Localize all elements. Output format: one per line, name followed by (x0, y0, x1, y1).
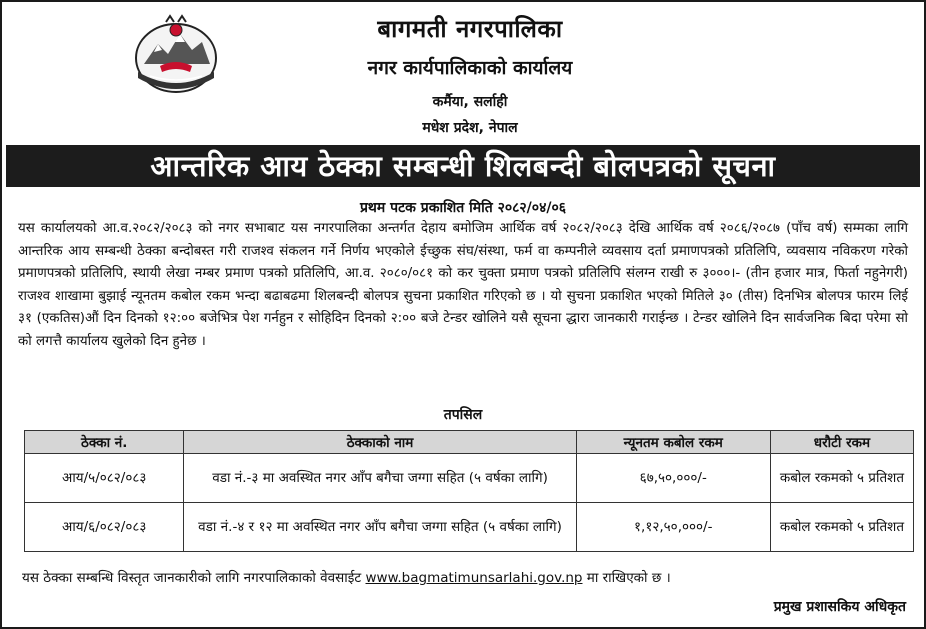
header-min-bid: न्यूनतम कबोल रकम (576, 431, 770, 454)
signatory: प्रमुख प्रशासकिय अधिकृत (773, 599, 906, 615)
publish-date-line: प्रथम पटक प्रकाशित मिति २०८२/०४/०६ (359, 200, 567, 216)
footer-suffix: मा राखिएको छ । (586, 570, 671, 586)
footer-info (22, 568, 671, 586)
table-row (25, 454, 914, 503)
cell-deposit: कबोल रकमको ५ प्रतिशत (770, 454, 913, 503)
municipality-name: बागमती नगरपालिका (377, 15, 563, 43)
cell-deposit: कबोल रकमको ५ प्रतिशत (770, 503, 913, 552)
cell-contract-no: आय/६/०८२/०८३ (25, 503, 184, 552)
notice-body-text: यस कार्यालयको आ.व.२०८२/२०८३ को नगर सभाबाट यस नगरपालिका अन्तर्गत देहाय बमोजिम आर्थिक वर्ष २०८२/२०८३ देखि आर्थिक वर्ष २०८६/२०८७ (पाँच वर्ष) सम्मका लागि आन्तरिक आय सम्बन्धी ठेक्का बन्दोबस्त गरी राजश्व संकलन गर्ने निर्णय भएकोले ईच्छुक संघ/संस्था, फर्म वा कम्पनीले व्यवसाय दर्ता प्रमाणपत्रको प्रतिलिपि, व्यवसाय नविकरण गरेको प्रमाणपत्रको प्रतिलिपि, स्थायी लेखा नम्बर प्रमाण पत्रको प्रतिलिपि, आ.व. २०८०/०८१ को कर चुक्ता प्रमाण पत्रको प्रतिलिपि संलग्न राखी रु ३०००।- (तीन हजार मात्र, फिर्ता नहुनेगरी) राजश्व शाखामा बुझाई न्यूनतम कबोल रकम भन्दा बढाबढमा शिलबन्दी बोलपत्र सुचना प्रकाशित गरिएको छ । यो सुचना प्रकाशित भएको मितिले ३० (तीस) दिनभित्र बोलपत्र फारम लिई ३१ (एकतिस)औं दिन दिनको १२:०० बजेभित्र पेश गर्नहुन र सोहिदिन दिनको २:०० बजे टेन्डर खोलिने यसै सूचना द्धारा जानकारी गराईन्छ । टेन्डर खोलिने दिन सार्वजनिक बिदा परेमा सो को लगत्तै कार्यालय खुलेको दिन हुनेछ । (18, 221, 908, 349)
header-contract-name: ठेक्काको नाम (184, 431, 576, 454)
cell-contract-name: वडा नं.-४ र १२ मा अवस्थित नगर आँप बगैचा जग्गा सहित (५ वर्षका लागि) (184, 503, 576, 552)
cell-min-bid: १,१२,५०,०००/- (576, 503, 770, 552)
table-row (25, 503, 914, 552)
notice-title-banner: आन्तरिक आय ठेक्का सम्बन्धी शिलबन्दी बोलपत्रको सूचना (6, 145, 920, 187)
website-link[interactable]: www.bagmatimunsarlahi.gov.np (365, 570, 583, 586)
cell-min-bid: ६७,५०,०००/- (576, 454, 770, 503)
footer-prefix: यस ठेक्का सम्बन्धि विस्तृत जानकारीको लागि नगरपालिकाको वेवसाईट (22, 570, 362, 586)
table-header-row (25, 431, 914, 454)
cell-contract-name: वडा नं.-३ मा अवस्थित नगर आँप बगैचा जग्गा सहित (५ वर्षका लागि) (184, 454, 576, 503)
cell-contract-no: आय/५/०८२/०८३ (25, 454, 184, 503)
contracts-table (24, 430, 914, 552)
office-name: नगर कार्यपालिकाको कार्यालय (367, 57, 573, 79)
nepal-emblem-icon (130, 14, 222, 96)
table-title: तपसिल (443, 407, 483, 423)
office-location: कर्मैया, सर्लाही (432, 94, 508, 110)
header-deposit: धरौटी रकम (770, 431, 913, 454)
office-province: मधेश प्रदेश, नेपाल (422, 120, 518, 136)
header-contract-no: ठेक्का नं. (25, 431, 184, 454)
